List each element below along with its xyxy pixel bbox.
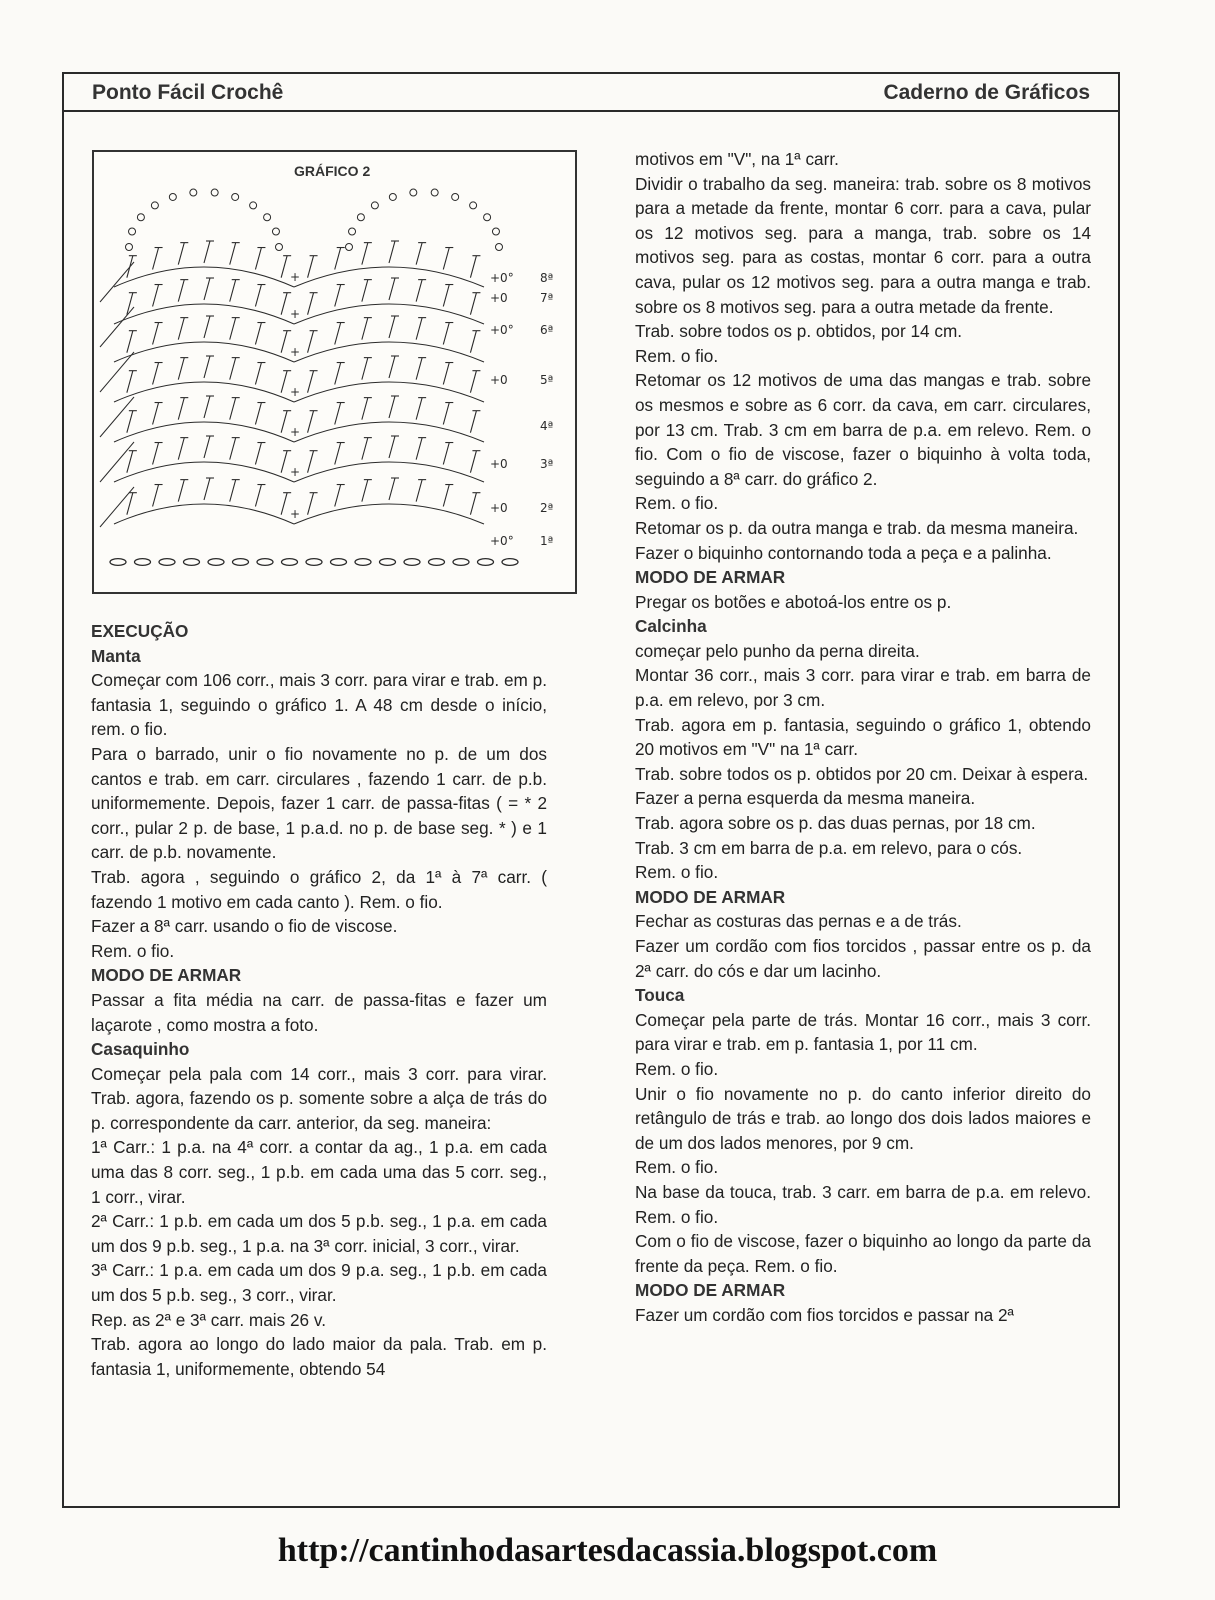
right-column-heading: Touca <box>635 985 685 1006</box>
left-column-paragraph: Trab. agora ao longo do lado maior da pala. Trab. em p. fantasia 1, uniformemente, obtendo 54 <box>91 1334 547 1379</box>
double-crochet-stitch <box>470 493 476 515</box>
right-column-paragraph: Rem. o fio. <box>635 1058 719 1079</box>
right-column-paragraph: Com o fio de viscose, fazer o biquinho ao longo da parte da frente da peça. Rem. o fio. <box>635 1231 1091 1276</box>
left-column-paragraph: Trab. agora , seguindo o gráfico 2, da 1ª à 7ª carr. ( fazendo 1 motivo em cada canto ). Rem. o fio. <box>91 866 547 912</box>
single-crochet-mark: + <box>290 270 301 284</box>
double-crochet-stitch <box>308 371 314 393</box>
double-crochet-stitch <box>230 280 236 302</box>
left-text-column <box>91 619 547 1381</box>
double-crochet-stitch <box>389 316 395 338</box>
double-crochet-stitch <box>230 398 236 420</box>
row-arc <box>114 342 294 362</box>
chain-stitch <box>478 559 494 566</box>
picot-stitch <box>232 193 239 200</box>
row-number-label: 7ª <box>540 291 554 305</box>
double-crochet-stitch <box>389 356 395 378</box>
row-arc <box>114 422 294 442</box>
double-crochet-stitch <box>470 256 476 278</box>
double-crochet-stitch <box>255 403 261 425</box>
single-crochet-mark: + <box>290 345 301 359</box>
double-crochet-stitch <box>335 248 341 270</box>
picot-stitch <box>389 193 396 200</box>
left-column-heading: Casaquinho <box>91 1039 190 1060</box>
double-crochet-stitch <box>204 316 210 338</box>
row-start-mark: +0° <box>490 323 514 337</box>
double-crochet-stitch <box>281 331 287 353</box>
double-crochet-stitch <box>204 436 210 458</box>
double-crochet-stitch <box>204 396 210 418</box>
double-crochet-stitch <box>335 403 341 425</box>
chain-stitch <box>184 559 200 566</box>
double-crochet-stitch <box>178 398 184 420</box>
left-column-heading: EXECUÇÃO <box>91 621 189 641</box>
magazine-title: Ponto Fácil Crochê <box>92 81 284 104</box>
picot-stitch <box>496 244 503 251</box>
picot-stitch <box>470 202 477 209</box>
left-column-heading: MODO DE ARMAR <box>91 965 242 986</box>
double-crochet-stitch <box>230 318 236 340</box>
double-crochet-stitch <box>389 396 395 418</box>
chain-stitch <box>208 559 224 566</box>
double-crochet-stitch <box>255 285 261 307</box>
double-crochet-stitch <box>389 436 395 458</box>
double-crochet-stitch <box>204 278 210 300</box>
chain-stitch <box>306 559 322 566</box>
double-crochet-stitch <box>470 293 476 315</box>
double-crochet-stitch <box>281 411 287 433</box>
picot-stitch <box>250 202 257 209</box>
double-crochet-stitch <box>470 331 476 353</box>
right-column-paragraph: Montar 36 corr., mais 3 corr. para virar e trab. em barra de p.a. em relevo, por 3 cm. <box>635 665 1091 711</box>
double-crochet-stitch <box>416 438 422 460</box>
section-title: Caderno de Gráficos <box>883 81 1090 104</box>
row-number-label: 8ª <box>540 271 554 285</box>
blog-url: http://cantinhodasartesdacassia.blogspot.com <box>277 1532 938 1569</box>
double-crochet-stitch <box>416 243 422 265</box>
double-crochet-stitch <box>178 480 184 502</box>
double-crochet-stitch <box>416 280 422 302</box>
row-start-mark: +0 <box>490 291 508 305</box>
picot-stitch <box>264 214 271 221</box>
chain-stitch <box>429 559 445 566</box>
row-arc <box>294 504 484 524</box>
chain-stitch <box>233 559 249 566</box>
left-column-heading: Manta <box>91 645 141 666</box>
right-column-paragraph: Trab. sobre todos os p. obtidos, por 14 cm. <box>635 321 963 342</box>
right-column-paragraph: Trab. sobre todos os p. obtidos por 20 cm. Deixar à espera. <box>635 763 1089 784</box>
double-crochet-stitch <box>178 358 184 380</box>
double-crochet-stitch <box>255 443 261 465</box>
single-crochet-mark: + <box>290 307 301 321</box>
row-number-label: 2ª <box>540 501 554 515</box>
crochet-chart-drawing <box>94 152 575 592</box>
double-crochet-stitch <box>153 485 159 507</box>
picot-stitch <box>410 189 417 196</box>
double-crochet-stitch <box>178 280 184 302</box>
double-crochet-stitch <box>178 243 184 265</box>
double-crochet-stitch <box>127 331 133 353</box>
double-crochet-stitch <box>308 293 314 315</box>
double-crochet-stitch <box>335 323 341 345</box>
double-crochet-stitch <box>416 398 422 420</box>
double-crochet-stitch <box>255 363 261 385</box>
double-crochet-stitch <box>416 358 422 380</box>
double-crochet-stitch <box>362 318 368 340</box>
right-column-paragraph: Rem. o fio. <box>635 493 719 514</box>
double-crochet-stitch <box>362 480 368 502</box>
right-column-paragraph: Unir o fio novamente no p. do canto inferior direito do retângulo de trás e trab. ao longo dos dois lados maiores e de um dos lados menores, por 9 cm. <box>635 1083 1091 1153</box>
right-column-paragraph: Pregar os botões e abotoá-los entre os p. <box>635 591 952 612</box>
row-arc <box>114 382 294 402</box>
right-column-paragraph: Retomar os p. da outra manga e trab. da mesma maneira. <box>635 517 1079 538</box>
chain-stitch <box>110 559 126 566</box>
left-column-paragraph: 3ª Carr.: 1 p.a. em cada um dos 9 p.a. seg., 1 p.b. em cada um dos 5 p.b. seg., 3 corr., virar. <box>91 1260 547 1306</box>
double-crochet-stitch <box>204 241 210 263</box>
double-crochet-stitch <box>153 248 159 270</box>
double-crochet-stitch <box>230 480 236 502</box>
edge-line <box>100 262 134 302</box>
chart-title: GRÁFICO 2 <box>294 163 371 179</box>
row-arc <box>294 382 484 402</box>
right-column-paragraph: Rem. o fio. <box>635 862 719 883</box>
chain-stitch <box>282 559 298 566</box>
right-column-paragraph: Na base da touca, trab. 3 carr. em barra de p.a. em relevo. Rem. o fio. <box>635 1181 1091 1227</box>
double-crochet-stitch <box>230 243 236 265</box>
double-crochet-stitch <box>255 485 261 507</box>
right-column-paragraph: Trab. 3 cm em barra de p.a. em relevo, para o cós. <box>635 837 1023 858</box>
chain-stitch <box>453 559 469 566</box>
double-crochet-stitch <box>308 331 314 353</box>
double-crochet-stitch <box>470 411 476 433</box>
right-column-paragraph: Começar pela parte de trás. Montar 16 corr., mais 3 corr. para virar e trab. em p. fantasia 1, por 11 cm. <box>635 1009 1091 1055</box>
picot-stitch <box>357 214 364 221</box>
double-crochet-stitch <box>308 451 314 473</box>
left-column-paragraph: 2ª Carr.: 1 p.b. em cada um dos 5 p.b. seg., 1 p.a. em cada um dos 9 p.b. seg., 1 p.a. na 3ª corr. inicial, 3 corr., virar. <box>91 1211 547 1256</box>
right-column-heading: MODO DE ARMAR <box>635 1280 786 1301</box>
row-arc <box>294 462 484 482</box>
row-start-mark: +0 <box>490 373 508 387</box>
right-column-paragraph: começar pelo punho da perna direita. <box>635 640 920 661</box>
row-start-mark: +0 <box>490 457 508 471</box>
chain-stitch <box>355 559 371 566</box>
picot-stitch <box>431 189 438 196</box>
right-column-paragraph: motivos em "V", na 1ª carr. <box>635 149 839 169</box>
double-crochet-stitch <box>416 318 422 340</box>
picot-stitch <box>484 214 491 221</box>
double-crochet-stitch <box>153 285 159 307</box>
picot-stitch <box>346 244 353 251</box>
row-arc <box>114 304 294 324</box>
left-column-paragraph: Começar pela pala com 14 corr., mais 3 corr. para virar. Trab. agora, fazendo os p. somente sobre a alça de trás do p. correspondente da carr. anterior, da seg. maneira: <box>91 1063 547 1133</box>
edge-line <box>100 307 134 347</box>
row-arc <box>294 342 484 362</box>
picot-stitch <box>169 193 176 200</box>
double-crochet-stitch <box>308 411 314 433</box>
right-column-paragraph: Fazer um cordão com fios torcidos e passar na 2ª <box>635 1304 1014 1325</box>
double-crochet-stitch <box>362 398 368 420</box>
double-crochet-stitch <box>204 478 210 500</box>
left-column-paragraph: 1ª Carr.: 1 p.a. na 4ª corr. a contar da ag., 1 p.a. em cada uma das 8 corr. seg., 1 p.b. em cada uma das 5 corr. seg., 1 corr., virar. <box>91 1137 547 1207</box>
double-crochet-stitch <box>281 293 287 315</box>
double-crochet-stitch <box>153 363 159 385</box>
row-number-label: 3ª <box>540 457 554 471</box>
double-crochet-stitch <box>308 256 314 278</box>
double-crochet-stitch <box>127 371 133 393</box>
row-arc <box>294 422 484 442</box>
right-column-paragraph: Fazer o biquinho contornando toda a peça e a palinha. <box>635 542 1052 563</box>
row-arc <box>294 304 484 324</box>
double-crochet-stitch <box>281 256 287 278</box>
double-crochet-stitch <box>204 356 210 378</box>
double-crochet-stitch <box>362 358 368 380</box>
double-crochet-stitch <box>389 478 395 500</box>
double-crochet-stitch <box>230 438 236 460</box>
row-start-mark: +0° <box>490 534 514 548</box>
double-crochet-stitch <box>335 443 341 465</box>
row-arc <box>114 504 294 524</box>
edge-line <box>100 397 134 437</box>
right-column-heading: Calcinha <box>635 616 707 637</box>
left-column-paragraph: Passar a fita média na carr. de passa-fitas e fazer um laçarote , como mostra a foto. <box>91 989 547 1035</box>
row-arc <box>114 462 294 482</box>
double-crochet-stitch <box>178 318 184 340</box>
left-column-paragraph: Começar com 106 corr., mais 3 corr. para virar e trab. em p. fantasia 1, seguindo o gráfico 1. A 48 cm desde o início, rem. o fio. <box>91 670 547 740</box>
double-crochet-stitch <box>443 323 449 345</box>
single-crochet-mark: + <box>290 507 301 521</box>
picot-stitch <box>211 189 218 196</box>
single-crochet-mark: + <box>290 385 301 399</box>
picot-stitch <box>371 202 378 209</box>
double-crochet-stitch <box>255 248 261 270</box>
double-crochet-stitch <box>443 485 449 507</box>
right-column-paragraph: Fazer um cordão com fios torcidos , passar entre os p. da 2ª carr. do cós e dar um lacinho. <box>635 936 1091 981</box>
single-crochet-mark: + <box>290 465 301 479</box>
double-crochet-stitch <box>281 493 287 515</box>
picot-stitch <box>137 214 144 221</box>
right-column-paragraph: Fazer a perna esquerda da mesma maneira. <box>635 788 976 809</box>
picot-stitch <box>349 228 356 235</box>
left-column-paragraph: Rep. as 2ª e 3ª carr. mais 26 v. <box>91 1309 326 1330</box>
double-crochet-stitch <box>335 285 341 307</box>
left-column-paragraph: Rem. o fio. <box>91 940 175 961</box>
picot-stitch <box>452 193 459 200</box>
double-crochet-stitch <box>308 493 314 515</box>
chain-stitch <box>331 559 347 566</box>
double-crochet-stitch <box>281 371 287 393</box>
double-crochet-stitch <box>127 451 133 473</box>
double-crochet-stitch <box>230 358 236 380</box>
double-crochet-stitch <box>127 493 133 515</box>
row-number-label: 4ª <box>540 419 554 433</box>
double-crochet-stitch <box>335 363 341 385</box>
picot-stitch <box>126 244 133 251</box>
picot-stitch <box>272 228 279 235</box>
double-crochet-stitch <box>443 443 449 465</box>
picot-stitch <box>276 244 283 251</box>
double-crochet-stitch <box>362 280 368 302</box>
right-column-heading: MODO DE ARMAR <box>635 886 786 907</box>
picot-stitch <box>129 228 136 235</box>
chain-stitch <box>380 559 396 566</box>
double-crochet-stitch <box>255 323 261 345</box>
crochet-chart <box>92 150 577 594</box>
right-column-paragraph: Retomar os 12 motivos de uma das mangas e trab. sobre os mesmos e sobre as 6 corr. da cava, em carr. circulares, por 13 cm. Trab. 3 cm em barra de p.a. em relevo. Rem. o fio. Com o fio de viscose, fazer o biquinho à volta toda, seguindo a 8ª carr. do gráfico 2. <box>635 370 1091 489</box>
row-arc <box>114 267 294 287</box>
right-column-paragraph: Rem. o fio. <box>635 345 719 366</box>
double-crochet-stitch <box>443 285 449 307</box>
chain-stitch <box>135 559 151 566</box>
chain-stitch <box>159 559 175 566</box>
row-number-label: 1ª <box>540 534 554 548</box>
double-crochet-stitch <box>443 248 449 270</box>
row-start-mark: +0° <box>490 271 514 285</box>
double-crochet-stitch <box>470 451 476 473</box>
right-column-heading: MODO DE ARMAR <box>635 567 786 588</box>
row-start-mark: +0 <box>490 501 508 515</box>
row-number-label: 5ª <box>540 373 554 387</box>
right-column-paragraph: Fechar as costuras das pernas e a de trás. <box>635 911 962 932</box>
picot-stitch <box>492 228 499 235</box>
right-column-paragraph: Dividir o trabalho da seg. maneira: trab. sobre os 8 motivos para a metade da frente, montar 6 corr. para a cava, pular os 12 motivos seg. para a manga, trab. sobre os 14 motivos seg. para as costas, montar 6 corr. para a outra cava, pular os 12 motivos seg. para a outra manga e trab. sobre os 8 motivos seg. para a outra metade da frente. <box>635 173 1091 317</box>
right-text-column <box>635 147 1091 1328</box>
double-crochet-stitch <box>335 485 341 507</box>
chain-stitch <box>404 559 420 566</box>
page-header <box>64 74 1118 112</box>
double-crochet-stitch <box>127 411 133 433</box>
double-crochet-stitch <box>153 403 159 425</box>
double-crochet-stitch <box>153 443 159 465</box>
double-crochet-stitch <box>178 438 184 460</box>
double-crochet-stitch <box>389 278 395 300</box>
single-crochet-mark: + <box>290 425 301 439</box>
right-column-paragraph: Trab. agora sobre os p. das duas pernas, por 18 cm. <box>635 813 1036 834</box>
row-arc <box>294 267 484 287</box>
right-column-paragraph: Rem. o fio. <box>635 1157 719 1178</box>
double-crochet-stitch <box>389 241 395 263</box>
double-crochet-stitch <box>362 438 368 460</box>
double-crochet-stitch <box>153 323 159 345</box>
double-crochet-stitch <box>470 371 476 393</box>
left-column-paragraph: Fazer a 8ª carr. usando o fio de viscose. <box>91 916 398 937</box>
left-column-paragraph: Para o barrado, unir o fio novamente no p. de um dos cantos e trab. em carr. circulares , fazendo 1 carr. de p.b. uniformemente. Depois, fazer 1 carr. de passa-fitas ( = * 2 corr., pular 2 p. de base, 1 p.a.d. no p. de base seg. * ) e 1 carr. de p.b. novamente. <box>91 743 547 863</box>
double-crochet-stitch <box>281 451 287 473</box>
chain-stitch <box>502 559 518 566</box>
double-crochet-stitch <box>362 243 368 265</box>
double-crochet-stitch <box>416 480 422 502</box>
picot-stitch <box>190 189 197 196</box>
row-number-label: 6ª <box>540 323 554 337</box>
double-crochet-stitch <box>443 403 449 425</box>
picot-stitch <box>151 202 158 209</box>
chain-stitch <box>257 559 273 566</box>
double-crochet-stitch <box>443 363 449 385</box>
right-column-paragraph: Trab. agora em p. fantasia, seguindo o gráfico 1, obtendo 20 motivos em "V" na 1ª carr. <box>635 714 1091 760</box>
